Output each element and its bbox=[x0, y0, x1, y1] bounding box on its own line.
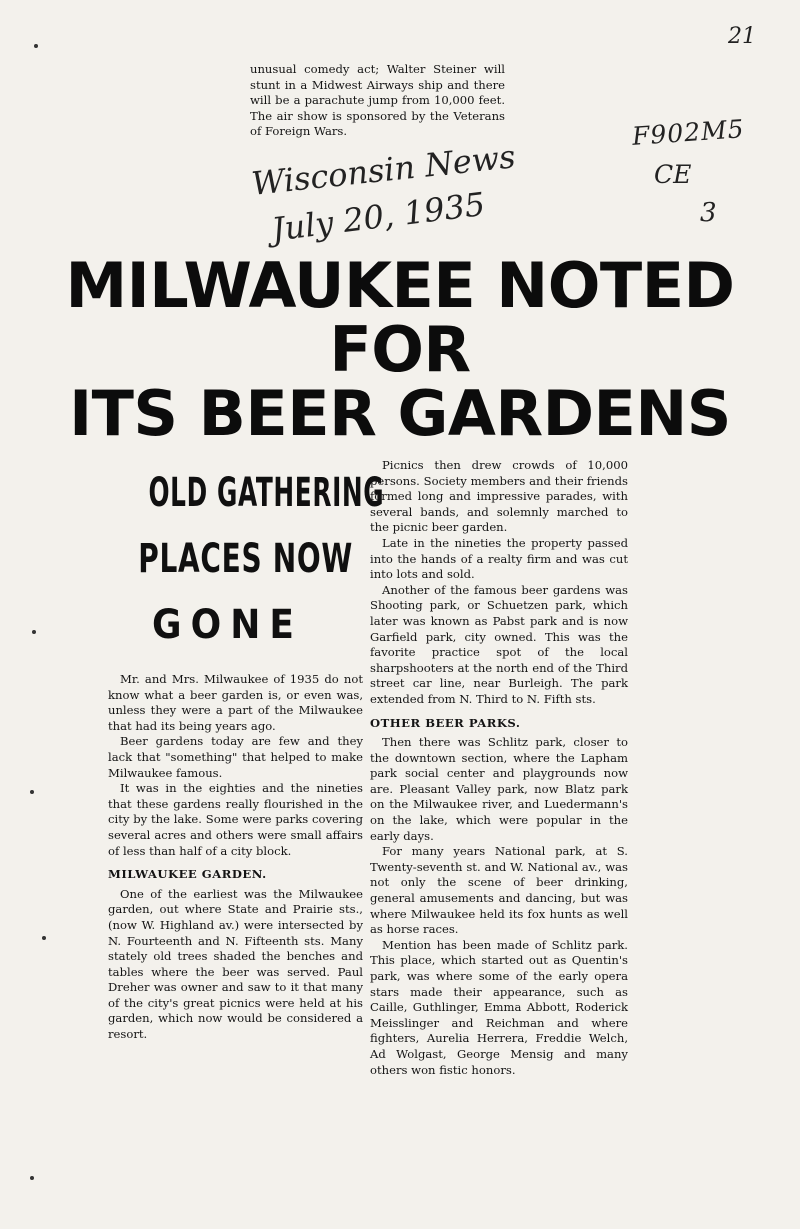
paragraph: Picnics then drew crowds of 10,000 persons. Society members and their friends formed long and impressive parades, with several bands, and solemnly marched to the picnic beer garden. bbox=[370, 458, 628, 535]
top-clipping-text: unusual comedy act; Walter Steiner will stunt in a Midwest Airways ship and there will be a parachute jump from 10,000 feet. The air show is sponsored by the Veterans of Foreign Wars. bbox=[250, 62, 505, 139]
margin-punch-mark bbox=[30, 1176, 34, 1180]
paragraph: Late in the nineties the property passed into the hands of a realty firm and was cut into lots and sold. bbox=[370, 535, 628, 582]
margin-punch-mark bbox=[30, 790, 34, 794]
paragraph: Mr. and Mrs. Milwaukee of 1935 do not know what a beer garden is, or even was, unless they were a part of the Milwaukee that had its being years ago. bbox=[108, 672, 363, 733]
section-heading: MILWAUKEE GARDEN. bbox=[108, 867, 267, 882]
paragraph: Mention has been made of Schlitz park. This place, which started out as Quentin's park, was where some of the early opera stars made their appearance, such as Caille, Guthlinger, Emma Abbott, Roderick Meisslinger and Reichman and where fighters, Aurelia Herrera, Freddie Welch, Ad Wolgast, George Mensig and many others won fistic honors. bbox=[370, 937, 628, 1077]
paragraph: It was in the eighties and the nineties that these gardens really flourished in the city by the lake. Some were parks covering several acres and others were small affairs of less than half of a city block. bbox=[108, 781, 363, 858]
paragraph: For many years National park, at S. Twenty-seventh st. and W. National av., was not only the scene of beer drinking, general amusements and dancing, but was where Milwaukee held its fox hunts as well as horse races. bbox=[370, 844, 628, 937]
margin-punch-mark bbox=[32, 630, 36, 634]
subhead-line-3: GONE bbox=[152, 602, 303, 648]
accession-sub-code: CE bbox=[654, 160, 692, 189]
paragraph: One of the earliest was the Milwaukee garden, out where State and Prairie sts., (now W. Highland av.) were intersected by N. Fourteenth and N. Fifteenth sts. Many stately old trees shaded the benches and tables where the beer was served. Paul Dreher was owner and saw to it that many of the city's great picnics were held at his garden, which now would be considered a resort. bbox=[108, 886, 363, 1042]
headline-line-1: MILWAUKEE NOTED bbox=[65, 249, 735, 322]
headline-line-2: FOR bbox=[329, 313, 471, 386]
article-column-left bbox=[108, 672, 363, 1043]
paragraph: Another of the famous beer gardens was Shooting park, or Schuetzen park, which later was known as Pabst park and is now Garfield park, city owned. This was the favorite practice spot of the local sharpshooters at the north end of the Third street car line, near Burleigh. The park extended from N. Third to N. Fifth sts. bbox=[370, 582, 628, 706]
section-heading: OTHER BEER PARKS. bbox=[370, 715, 521, 730]
subheadline bbox=[100, 460, 385, 658]
margin-punch-mark bbox=[34, 44, 38, 48]
margin-punch-mark bbox=[42, 936, 46, 940]
paragraph: Then there was Schlitz park, closer to the downtown section, where the Lapham park social center and playgrounds now are. Pleasant Valley park, now Blatz park on the Milwaukee river, and Luedermann's on the lake, which were popular in the early days. bbox=[370, 735, 628, 843]
accession-code: F902M5 bbox=[631, 114, 746, 151]
headline-line-3: ITS BEER GARDENS bbox=[69, 377, 731, 450]
accession-number: 3 bbox=[700, 198, 717, 228]
headline bbox=[10, 249, 790, 450]
page-number: 21 bbox=[728, 24, 756, 49]
article-column-right bbox=[370, 458, 628, 1078]
source-publication: Wisconsin News bbox=[249, 137, 518, 203]
source-date: July 20, 1935 bbox=[269, 184, 488, 249]
subhead-line-1: OLD GATHERING bbox=[148, 470, 385, 516]
paragraph: Beer gardens today are few and they lack that "something" that helped to make Milwaukee famous. bbox=[108, 734, 363, 780]
subhead-line-2: PLACES NOW bbox=[138, 536, 353, 582]
